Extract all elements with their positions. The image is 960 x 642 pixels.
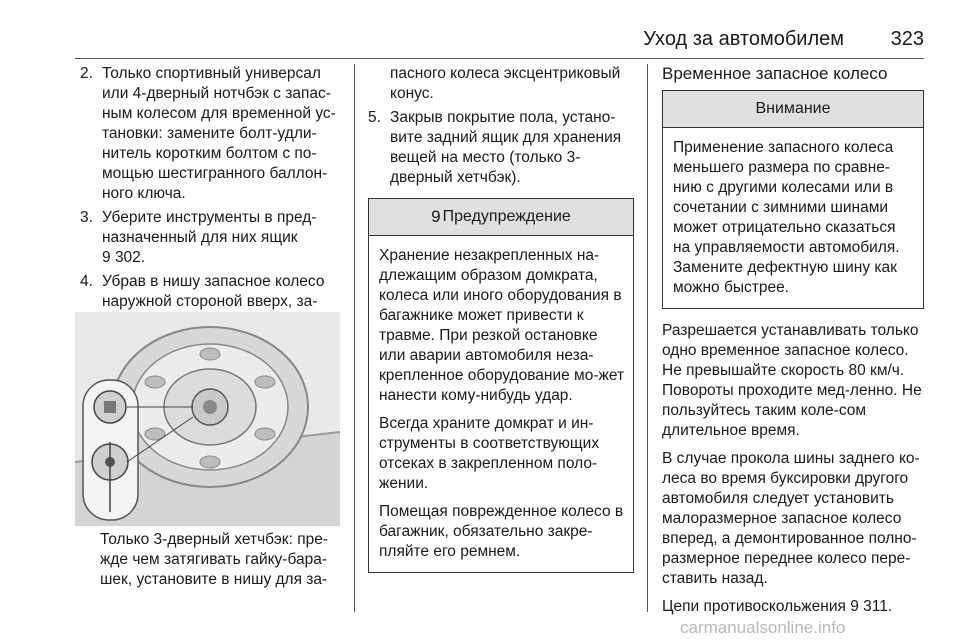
column-3 — [662, 64, 924, 625]
warning-title: Предупреждение — [442, 208, 571, 225]
caution-text: Применение запасного колеса меньшего размера по сравне-нию с другими колесами или в сочетании с зимними шинами может отрицательно сказаться на управляемости автомобиля. Замените дефектную шину как можно быстрее. — [673, 139, 900, 296]
body-paragraph: Разрешается устанавливать только одно временное запасное колесо. Не превышайте скорость 80 км/ч. Повороты проходите мед-ленно. Не пользуйтесь таким коле-сом длительное время. — [662, 322, 922, 439]
section-heading: Временное запасное колесо — [662, 64, 888, 83]
page-title: Уход за автомобилем — [643, 28, 844, 50]
column-2 — [368, 64, 634, 573]
warning-body — [369, 236, 633, 572]
body-paragraph: В случае прокола шины заднего ко-леса во время буксировки другого автомобиля следует установить малоразмерное запасное колесо вперед, а демонтированное полно-размерное переднее колесо пере-ставить назад. — [662, 450, 920, 587]
warning-header — [369, 199, 633, 236]
warning-box — [368, 198, 634, 573]
reference-arrow-icon: 9 — [850, 598, 859, 615]
continued-text: пасного колеса эксцентриковый конус. — [390, 65, 621, 102]
step-item: 2. Только спортивный универсал или 4-дверный нотчбэк с запас-ным колесом для временной ус-тановки: замените болт-удли-нитель коротким болтом с по-мощью шестигранного баллон-ного ключа. — [80, 65, 336, 202]
column-divider — [354, 64, 355, 612]
watermark: carmanualsonline.info — [680, 618, 846, 637]
step-item: 4. Убрав в нишу запасное колесо наружной стороной вверх, за- — [80, 273, 325, 310]
warning-icon: 9 — [431, 207, 441, 226]
column-divider — [647, 64, 648, 612]
warning-paragraph: Всегда храните домкрат и ин-струменты в соответствующих отсеках в закрепленном поло-жении. — [379, 415, 600, 492]
page-number: 323 — [890, 28, 924, 50]
caution-header: Внимание — [663, 91, 923, 128]
figure-caption: Только 3-дверный хетчбэк: пре-жде чем затягивать гайку-бара-шек, установите в нишу для за- — [100, 531, 328, 588]
column-1 — [80, 64, 342, 336]
spare-wheel-illustration — [75, 312, 340, 526]
page-reference[interactable]: 9 302. — [102, 249, 146, 266]
header-rule — [75, 58, 924, 59]
caution-body — [663, 128, 923, 308]
reference-arrow-icon: 9 — [102, 249, 111, 266]
steps-list — [80, 64, 342, 332]
page-header — [75, 28, 924, 62]
spare-wheel-figure — [75, 312, 340, 526]
page-reference[interactable]: 9 311. — [850, 598, 893, 615]
warning-paragraph: Помещая поврежденное колесо в багажник, обязательно закре-пляйте его ремнем. — [379, 503, 624, 560]
step-item: 3. Уберите инструменты в пред-назначенный для них ящик 9 302. — [80, 209, 317, 266]
chains-reference: Цепи противоскольжения 9 311. — [662, 598, 893, 615]
steps-list — [368, 108, 634, 188]
caution-box — [662, 90, 924, 309]
warning-paragraph: Хранение незакрепленных на-длежащим образом домкрата, колеса или иного оборудования в багажнике может привести к травме. При резкой остановке или аварии автомобиля неза-крепленное оборудование мо-жет нанести кому-нибудь удар. — [379, 247, 625, 404]
step-item: 5. Закрыв покрытие пола, устано-вите задний ящик для хранения вещей на место (только 3-дверный хетчбэк). — [368, 109, 622, 186]
